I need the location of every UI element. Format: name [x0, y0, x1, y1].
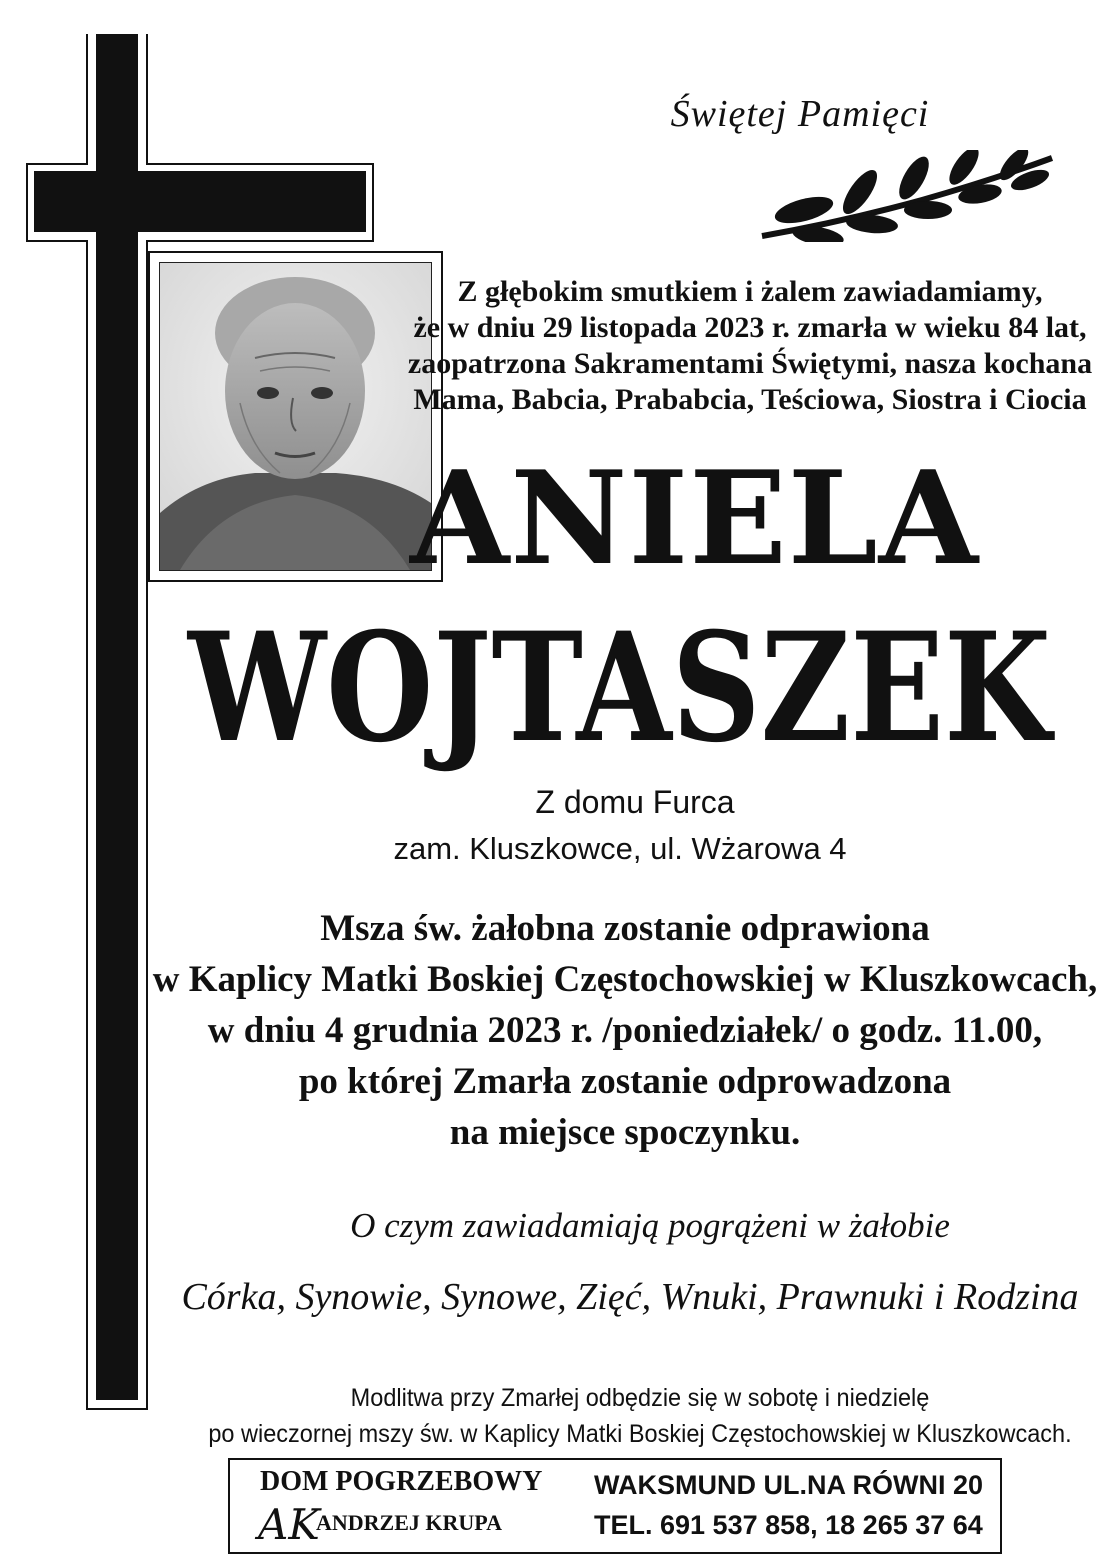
- announcement-line: zaopatrzona Sakramentami Świętymi, nasza kochana: [407, 347, 1093, 380]
- mourners-intro: O czym zawiadamiają pogrążeni w żałobie: [350, 1206, 950, 1245]
- announcement-line: Z głębokim smutkiem i żalem zawiadamiamy,: [457, 275, 1043, 308]
- funeral-home-title: DOM POGRZEBOWY: [260, 1466, 543, 1497]
- mass-line: na miejsce spoczynku.: [449, 1112, 801, 1153]
- funeral-home-phone: TEL. 691 537 858, 18 265 37 64: [594, 1510, 983, 1540]
- cross-outline-line: [146, 240, 374, 242]
- mourners-family: Córka, Synowie, Synowe, Zięć, Wnuki, Prawnuki i Rodzina: [181, 1276, 1079, 1318]
- portrait-photo: [159, 262, 432, 571]
- cross-outline-line: [146, 34, 148, 163]
- portrait-photo-frame: [148, 251, 443, 582]
- cross-outline-line: [86, 34, 88, 163]
- mass-line: w Kaplicy Matki Boskiej Częstochowskiej w Kluszkowcach,: [152, 959, 1098, 1000]
- funeral-home-owner: ANDRZEJ KRUPA: [316, 1510, 502, 1535]
- deceased-last-name: WOJTASZEK: [188, 600, 1051, 776]
- cross-outline-line: [26, 163, 28, 240]
- cross-outline-line: [86, 1408, 148, 1410]
- prayer-line: Modlitwa przy Zmarłej odbędzie się w sobotę i niedzielę: [350, 1384, 930, 1412]
- mass-line: po której Zmarła zostanie odprowadzona: [298, 1061, 952, 1102]
- cross-outline-line: [26, 240, 88, 242]
- announcement-text: [400, 274, 1100, 418]
- maiden-name: Z domu Furca: [535, 784, 735, 820]
- announcement-line: Mama, Babcia, Prababcia, Teściowa, Siostra i Ciocia: [413, 383, 1087, 416]
- funeral-home-address: WAKSMUND UL.NA RÓWNI 20: [594, 1470, 983, 1500]
- funeral-home-logo: AK: [258, 1500, 320, 1549]
- cross-vertical-bar: [96, 34, 138, 1400]
- cross-outline-line: [86, 240, 88, 1408]
- prayer-info: [198, 1380, 1082, 1452]
- prayer-line: po wieczornej mszy św. w Kaplicy Matki Boskiej Częstochowskiej w Kluszkowcach.: [208, 1420, 1072, 1448]
- cross-horizontal-bar: [34, 171, 366, 232]
- memory-heading: Świętej Pamięci: [670, 93, 930, 135]
- funeral-home-box: [228, 1458, 1002, 1554]
- cross-outline-line: [372, 163, 374, 240]
- mass-details: [150, 903, 1100, 1158]
- cross-outline-line: [26, 163, 88, 165]
- deceased-address: zam. Kluszkowce, ul. Wżarowa 4: [393, 831, 847, 866]
- laurel-branch-icon: [752, 150, 1062, 242]
- announcement-line: że w dniu 29 listopada 2023 r. zmarła w wieku 84 lat,: [413, 311, 1087, 344]
- cross-outline-line: [146, 163, 374, 165]
- mass-line: w dniu 4 grudnia 2023 r. /poniedziałek/ o godz. 11.00,: [207, 1010, 1043, 1051]
- portrait-image: [160, 263, 431, 570]
- deceased-first-name: ANIELA: [410, 444, 980, 594]
- mass-line: Msza św. żałobna zostanie odprawiona: [320, 908, 930, 949]
